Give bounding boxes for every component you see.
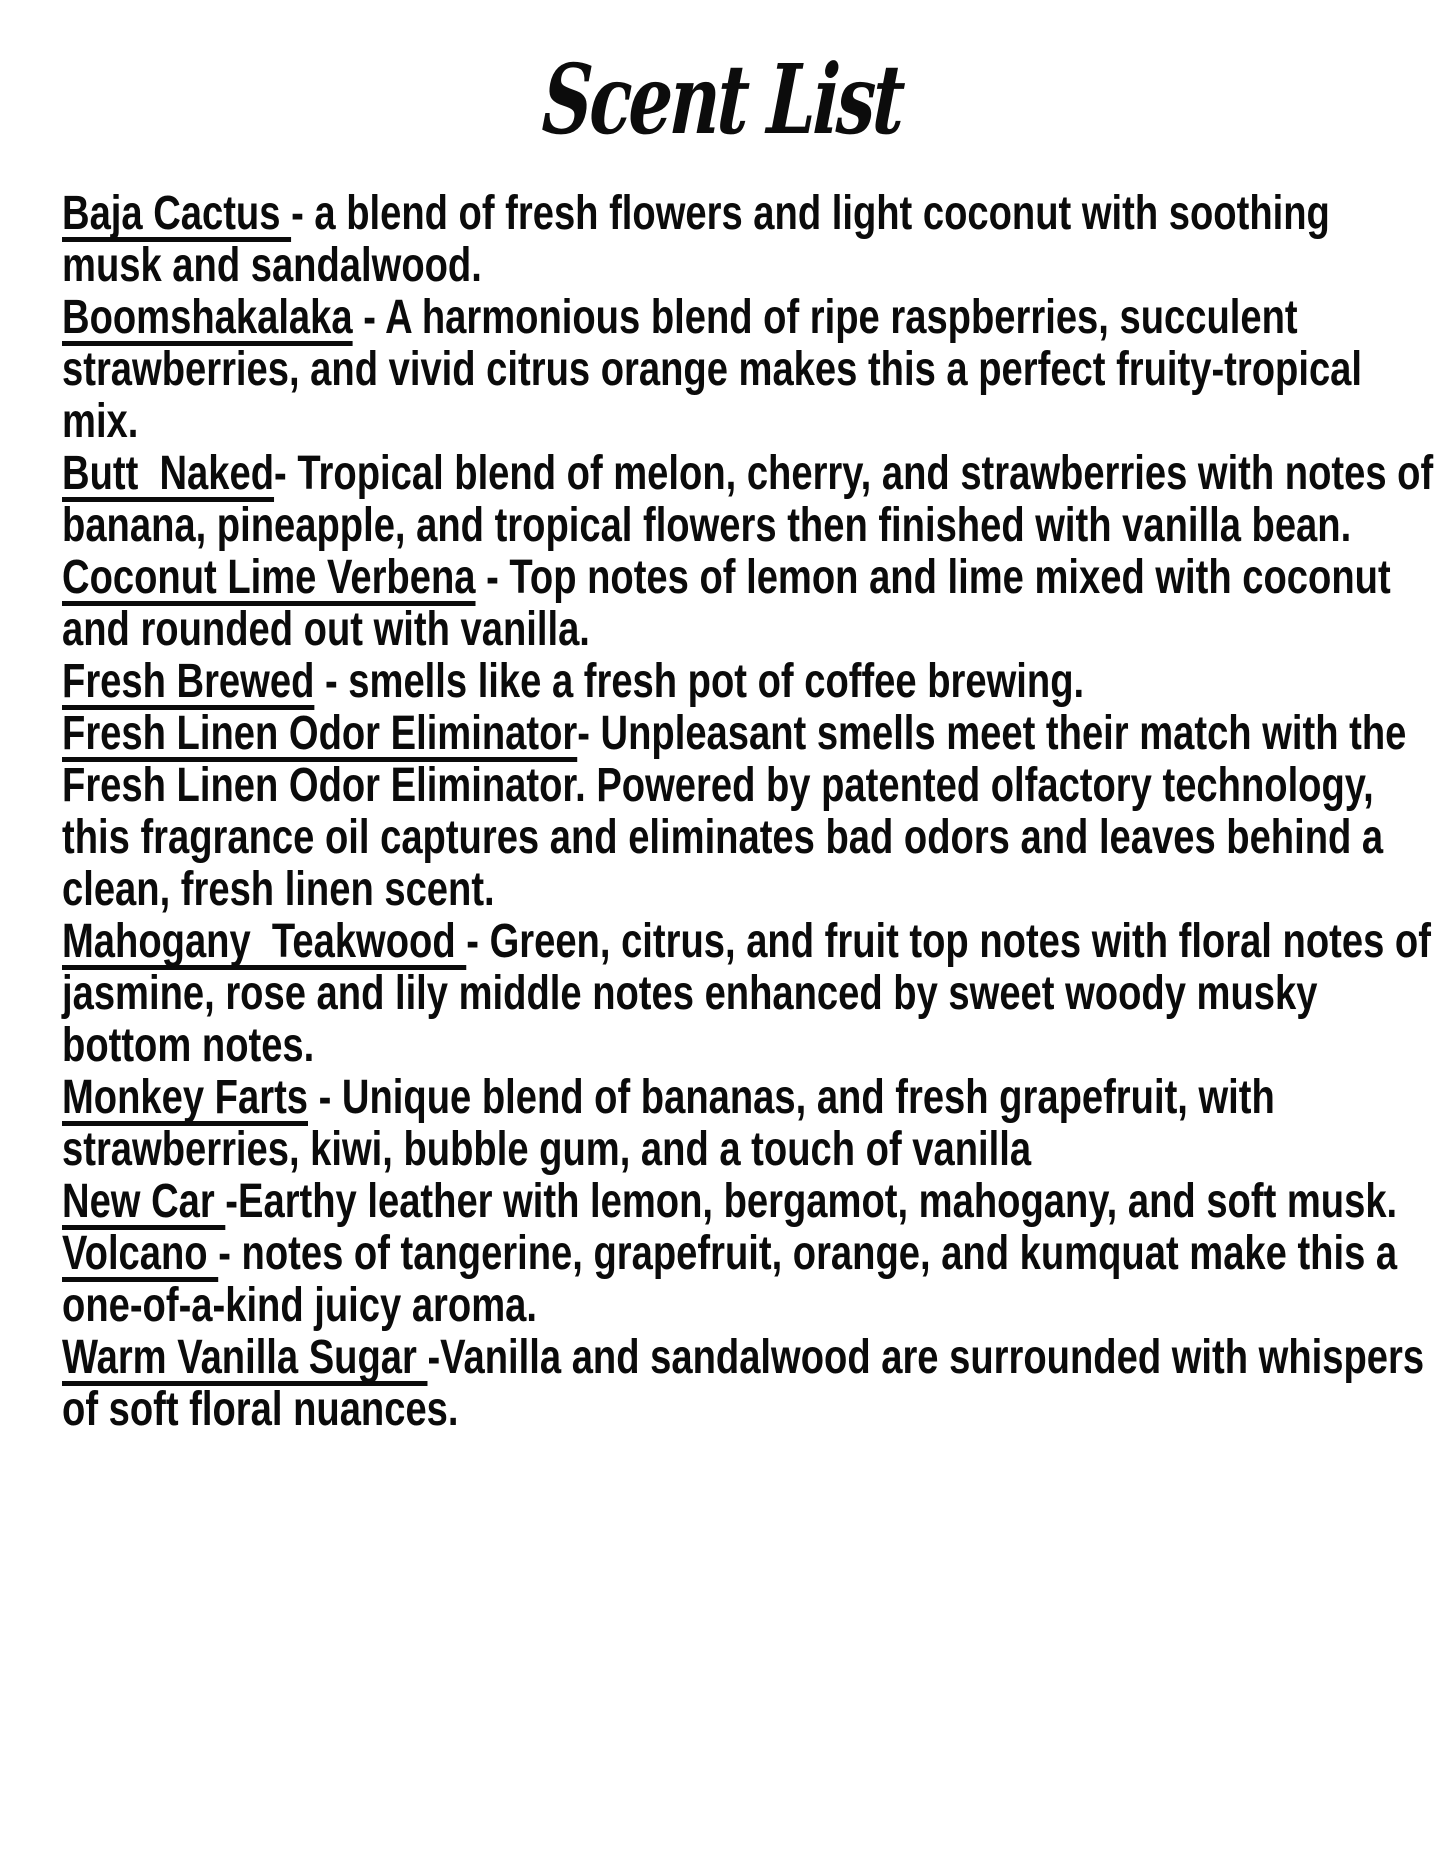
- scent-name: Boomshakalaka: [62, 291, 353, 344]
- scent-name: Fresh Linen Odor Eliminator: [62, 707, 578, 760]
- scent-name: Baja Cactus: [62, 187, 292, 240]
- scent-entry: [62, 656, 1437, 708]
- page-title: Scent List: [540, 43, 905, 156]
- scent-description: - A harmonious blend of ripe raspberries, succulent strawberries, and vivid citrus orange makes this a perfect fruity-tropical mix.: [62, 291, 1373, 448]
- scent-entry: [62, 1176, 1437, 1228]
- scent-name: New Car: [62, 1175, 226, 1228]
- scent-description: - Unpleasant smells meet their match with the Fresh Linen Odor Eliminator. Powered by patented olfactory technology, this fragrance oil captures and eliminates bad odors and leaves behind a clean, fresh linen scent.: [62, 707, 1417, 916]
- scent-description: - a blend of fresh flowers and light coconut with soothing musk and sandalwood.: [62, 187, 1341, 292]
- scent-description: - Top notes of lemon and lime mixed with coconut and rounded out with vanilla.: [62, 551, 1402, 656]
- scent-entry: [62, 552, 1437, 656]
- scent-name: Butt Naked: [62, 447, 275, 500]
- scent-description: - Tropical blend of melon, cherry, and strawberries with notes of banana, pineapple, and tropical flowers then finished with vanilla bean.: [62, 447, 1444, 552]
- scent-entry: [62, 915, 1442, 1072]
- scent-entry: [62, 447, 1444, 552]
- scent-entry: [62, 708, 1437, 916]
- scent-description: - smells like a fresh pot of coffee brewing.: [314, 655, 1085, 708]
- scent-name: Monkey Farts: [62, 1071, 309, 1124]
- scent-entry: [62, 1332, 1437, 1436]
- scent-name: Mahogany Teakwood: [62, 915, 467, 968]
- scent-name: Coconut Lime Verbena: [62, 551, 476, 604]
- scent-name: Warm Vanilla Sugar: [62, 1331, 428, 1384]
- scent-description: -Earthy leather with lemon, bergamot, mahogany, and soft musk.: [225, 1175, 1398, 1228]
- scent-entry: [62, 188, 1437, 292]
- scent-name: Fresh Brewed: [62, 655, 315, 708]
- page-title-wrap: [0, 43, 1445, 156]
- scent-description: - Unique blend of bananas, and fresh grapefruit, with strawberries, kiwi, bubble gum, and a touch of vanilla: [62, 1071, 1286, 1176]
- scent-name: Volcano: [62, 1227, 219, 1280]
- scent-entry: [62, 1228, 1437, 1332]
- scent-description: - Green, citrus, and fruit top notes with floral notes of jasmine, rose and lily middle notes enhanced by sweet woody musky bottom notes.: [62, 915, 1442, 1072]
- scent-list: [0, 188, 1445, 1436]
- scent-entry: [62, 1072, 1437, 1176]
- scent-description: - notes of tangerine, grapefruit, orange, and kumquat make this a one-of-a-kind juicy aroma.: [62, 1227, 1408, 1332]
- scent-entry: [62, 292, 1437, 448]
- scent-description: -Vanilla and sandalwood are surrounded with whispers of soft floral nuances.: [62, 1331, 1435, 1436]
